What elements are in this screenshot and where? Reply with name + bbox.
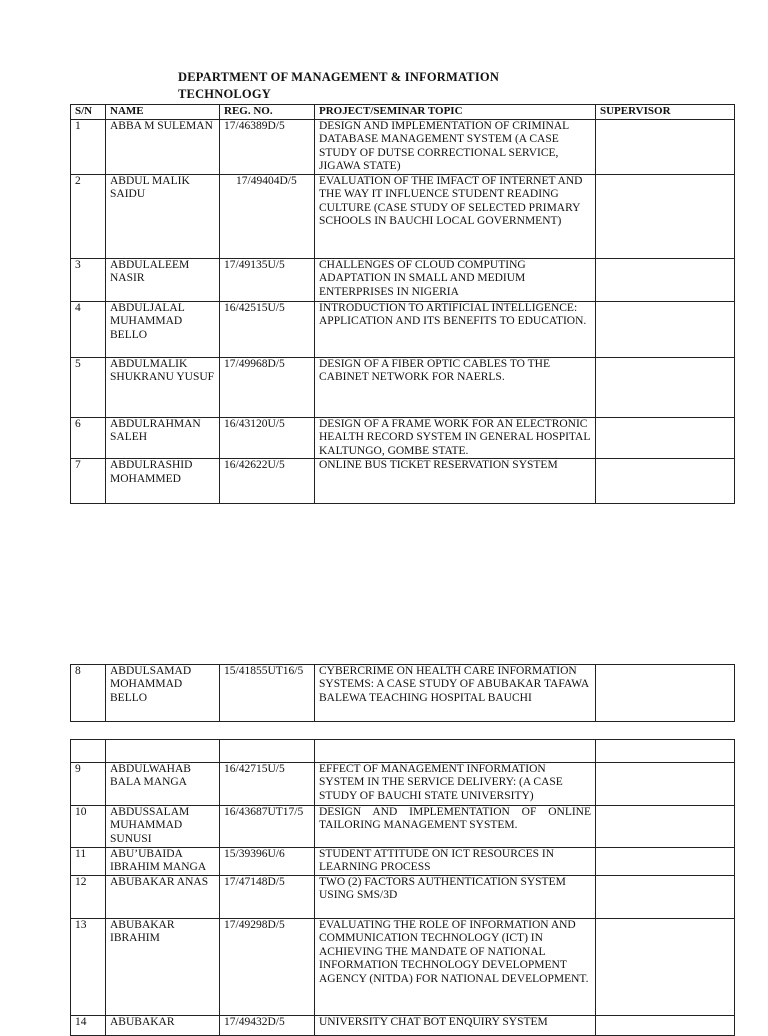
document-title: DEPARTMENT OF MANAGEMENT & INFORMATION TECHNOLOGY [178,70,500,101]
cell-supervisor [596,459,735,504]
cell-sn: 7 [71,459,106,504]
cell-sn: 9 [71,763,106,806]
cell-name: ABUBAKAR [106,1016,220,1036]
cell-reg-no: 16/42515U/5 [220,302,315,358]
cell-topic: EVALUATING THE ROLE OF INFORMATION AND COMMUNICATION TECHNOLOGY (ICT) IN ACHIEVING THE MANDATE OF NATIONAL INFORMATION TECHNOLOGY DEVELOPMENT AGENCY (NITDA) FOR NATIONAL DEVELOPMENT. [315,919,596,1016]
cell-reg-no: 17/46389D/5 [220,120,315,175]
cell-topic: CHALLENGES OF CLOUD COMPUTING ADAPTATION IN SMALL AND MEDIUM ENTERPRISES IN NIGERIA [315,259,596,302]
cell-name: ABDULRAHMAN SALEH [106,418,220,459]
cell-name: ABDULMALIK SHUKRANU YUSUF [106,358,220,418]
cell-topic: EVALUATION OF THE IMFACT OF INTERNET AND THE WAY IT INFLUENCE STUDENT READING CULTURE (CASE STUDY OF SELECTED PRIMARY SCHOOLS IN BAUCHI LOCAL GOVERNMENT) [315,175,596,259]
cell-topic: UNIVERSITY CHAT BOT ENQUIRY SYSTEM [315,1016,596,1036]
header-name: NAME [106,105,220,120]
projects-table-part-2 [70,664,735,722]
cell-supervisor [596,418,735,459]
cell-sn: 14 [71,1016,106,1036]
cell-topic: INTRODUCTION TO ARTIFICIAL INTELLIGENCE: APPLICATION AND ITS BENEFITS TO EDUCATION. [315,302,596,358]
cell-topic: DESIGN AND IMPLEMENTATION OF CRIMINAL DATABASE MANAGEMENT SYSTEM (A CASE STUDY OF DUTSE CORRECTIONAL SERVICE, JIGAWA STATE) [315,120,596,175]
cell-reg-no: 17/49135U/5 [220,259,315,302]
table-row [71,665,735,722]
cell-name: ABU’UBAIDA IBRAHIM MANGA [106,848,220,876]
table-row [71,876,735,919]
cell-name: ABDULRASHID MOHAMMED [106,459,220,504]
blank-row [71,740,735,763]
cell-topic: TWO (2) FACTORS AUTHENTICATION SYSTEM USING SMS/3D [315,876,596,919]
cell-name: ABDUL MALIK SAIDU [106,175,220,259]
cell-sn: 12 [71,876,106,919]
table-row [71,418,735,459]
cell-reg-no: 16/43120U/5 [220,418,315,459]
cell-supervisor [596,1016,735,1036]
cell-reg-no: 15/41855UT16/5 [220,665,315,722]
cell-reg-no: 17/49404D/5 [220,175,315,259]
cell-sn: 1 [71,120,106,175]
table-row [71,358,735,418]
cell-supervisor [596,919,735,1016]
cell-supervisor [596,175,735,259]
cell-reg-no: 17/49298D/5 [220,919,315,1016]
cell-supervisor [596,259,735,302]
projects-table-part-3 [70,739,735,1036]
cell-sn: 3 [71,259,106,302]
cell-topic: EFFECT OF MANAGEMENT INFORMATION SYSTEM IN THE SERVICE DELIVERY: (A CASE STUDY OF BAUCHI STATE UNIVERSITY) [315,763,596,806]
cell-supervisor [596,806,735,848]
table-row [71,175,735,259]
table-row [71,302,735,358]
header-reg-no: REG. NO. [220,105,315,120]
cell-supervisor [596,120,735,175]
cell-sn: 8 [71,665,106,722]
cell-reg-no: 17/47148D/5 [220,876,315,919]
cell-reg-no: 17/49968D/5 [220,358,315,418]
cell-name: ABUBAKAR ANAS [106,876,220,919]
header-supervisor: SUPERVISOR [596,105,735,120]
projects-table-part-1 [70,104,735,504]
cell-name: ABDULWAHAB BALA MANGA [106,763,220,806]
cell-supervisor [596,876,735,919]
cell-reg-no: 15/39396U/6 [220,848,315,876]
cell-reg-no: 16/42715U/5 [220,763,315,806]
cell-name: ABDULSAMAD MOHAMMAD BELLO [106,665,220,722]
cell-name: ABBA M SULEMAN [106,120,220,175]
cell-sn: 4 [71,302,106,358]
cell-supervisor [596,848,735,876]
cell-topic: DESIGN OF A FRAME WORK FOR AN ELECTRONIC HEALTH RECORD SYSTEM IN GENERAL HOSPITAL KALTUNGO, GOMBE STATE. [315,418,596,459]
cell-supervisor [596,763,735,806]
cell-topic: STUDENT ATTITUDE ON ICT RESOURCES IN LEARNING PROCESS [315,848,596,876]
cell-sn: 10 [71,806,106,848]
header-sn: S/N [71,105,106,120]
table-row [71,763,735,806]
cell-topic: DESIGN AND IMPLEMENTATION OF ONLINE TAILORING MANAGEMENT SYSTEM. [315,806,596,848]
cell-sn: 5 [71,358,106,418]
table-row [71,919,735,1016]
header-topic: PROJECT/SEMINAR TOPIC [315,105,596,120]
cell-topic: CYBERCRIME ON HEALTH CARE INFORMATION SYSTEMS: A CASE STUDY OF ABUBAKAR TAFAWA BALEWA TEACHING HOSPITAL BAUCHI [315,665,596,722]
cell-supervisor [596,358,735,418]
table-row [71,848,735,876]
cell-name: ABUBAKAR IBRAHIM [106,919,220,1016]
table-row [71,806,735,848]
cell-supervisor [596,302,735,358]
cell-reg-no: 16/42622U/5 [220,459,315,504]
table-row [71,1016,735,1036]
cell-supervisor [596,665,735,722]
table-row [71,120,735,175]
cell-name: ABDULJALAL MUHAMMAD BELLO [106,302,220,358]
cell-sn: 13 [71,919,106,1016]
table-header-row [71,105,735,120]
table-row [71,459,735,504]
cell-topic: DESIGN OF A FIBER OPTIC CABLES TO THE CABINET NETWORK FOR NAERLS. [315,358,596,418]
cell-sn: 6 [71,418,106,459]
cell-name: ABDUSSALAM MUHAMMAD SUNUSI [106,806,220,848]
cell-reg-no: 16/43687UT17/5 [220,806,315,848]
cell-topic: ONLINE BUS TICKET RESERVATION SYSTEM [315,459,596,504]
cell-name: ABDULALEEM NASIR [106,259,220,302]
cell-sn: 2 [71,175,106,259]
table-row [71,259,735,302]
cell-reg-no: 17/49432D/5 [220,1016,315,1036]
cell-sn: 11 [71,848,106,876]
